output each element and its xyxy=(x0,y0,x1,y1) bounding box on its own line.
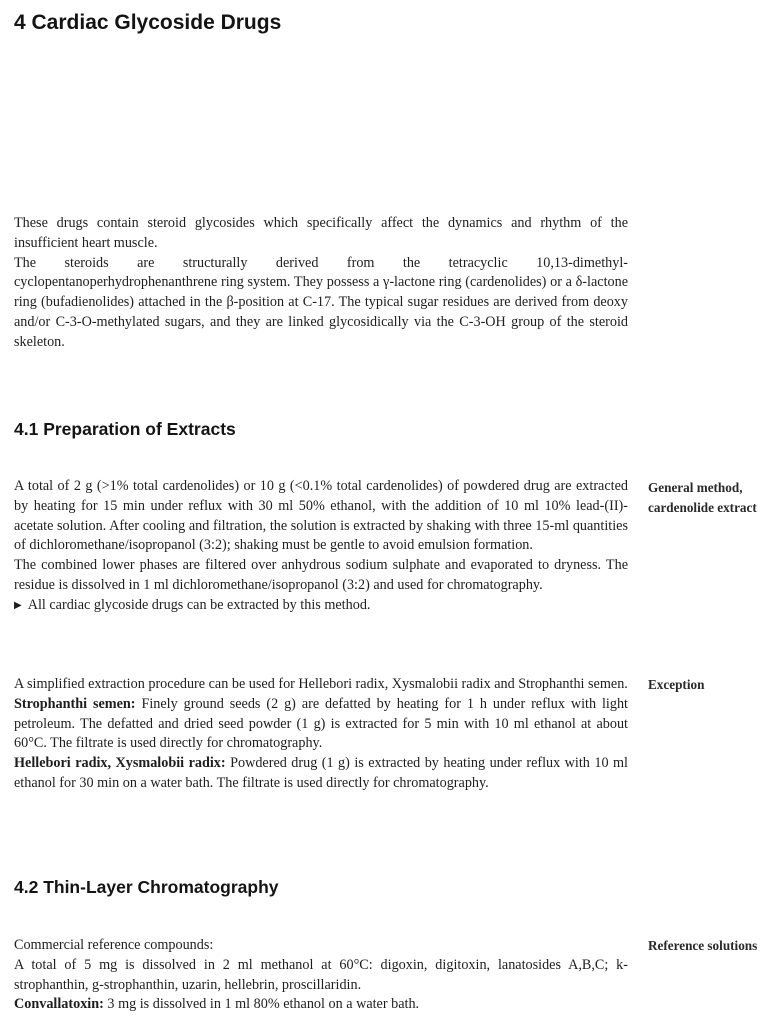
convallatoxin-paragraph xyxy=(14,995,628,1015)
general-method-text xyxy=(14,477,628,616)
margin-note-general-method: General method, cardenolide extract xyxy=(648,480,757,515)
hellebori-text: Powdered drug (1 g) is extracted by heating under reflux with 10 ml ethanol for 30 min on a water bath. The filtrate is used directly for chromatography. xyxy=(14,755,628,791)
hellebori-paragraph xyxy=(14,754,628,794)
reference-solutions-text xyxy=(14,936,628,1015)
strophanthi-label: Strophanthi semen: xyxy=(14,695,136,712)
convallatoxin-label: Convallatoxin: xyxy=(14,996,104,1013)
margin-note-reference-solutions: Reference solutions xyxy=(648,938,758,953)
chapter-title: 4 Cardiac Glycoside Drugs xyxy=(14,11,282,34)
commercial-reference-line: Commercial reference compounds: xyxy=(14,937,214,953)
general-method-paragraph: A total of 2 g (>1% total cardenolides) or 10 g (<0.1% total cardenolides) of powdered drug are extracted by heating for 15 min under reflux with 30 ml 50% ethanol, with the addition of 10 ml 10% lead-(II)-acetate solution. After cooling and filtration, the solution is extracted by shaking with three 15-ml quantities of dichloromethane/isopropanol (3:2); shaking must be gentle to avoid emulsion formation. xyxy=(14,478,628,554)
bullet-note xyxy=(14,596,628,616)
bullet-note-text: All cardiac glycoside drugs can be extracted by this method. xyxy=(27,596,371,613)
intro-text xyxy=(14,214,628,353)
hellebori-label: Hellebori radix, Xysmalobii radix: xyxy=(14,755,226,772)
general-method-paragraph-2: The combined lower phases are filtered over anhydrous sodium sulphate and evaporated to dryness. The residue is dissolved in 1 ml dichloromethane/isopropanol (3:2) and used for chromatography. xyxy=(14,557,628,593)
strophanthi-text: Finely ground seeds (2 g) are defatted by heating for 1 h under reflux with light petroleum. The defatted and dried seed powder (1 g) is extracted for 5 min with 10 ml ethanol at about 60°C. The filtrate is used directly for chromatography. xyxy=(14,695,629,752)
margin-note-exception: Exception xyxy=(648,677,705,692)
simplified-procedure-paragraph: A simplified extraction procedure can be used for Hellebori radix, Xysmalobii radix and Strophanthi semen. xyxy=(14,676,628,692)
convallatoxin-text: 3 mg is dissolved in 1 ml 80% ethanol on a water bath. xyxy=(107,996,420,1013)
reference-compounds-paragraph: A total of 5 mg is dissolved in 2 ml methanol at 60°C: digoxin, digitoxin, lanatosides A,B,C; k-strophanthin, g-strophanthin, uzarin, hellebrin, proscillaridin. xyxy=(14,956,628,993)
strophanthi-paragraph xyxy=(14,695,628,754)
intro-paragraph-2: The steroids are structurally derived from the tetracyclic 10,13-dimethyl-cyclopentanoperhydrophenanthrene ring system. They possess a γ-lactone ring (cardenolides) or a δ-lactone ring (bufadienolides) attached in the β-position at C-17. The typical sugar residues are derived from deoxy and/or C-3-O-methylated sugars, and they are linked glycosidically via the C-3-OH group of the steroid skeleton. xyxy=(14,254,628,350)
exception-text xyxy=(14,675,628,794)
section-heading-tlc: 4.2 Thin-Layer Chromatography xyxy=(14,877,279,897)
intro-paragraph-1: These drugs contain steroid glycosides which specifically affect the dynamics and rhythm of the insufficient heart muscle. xyxy=(14,215,628,251)
section-heading-preparation: 4.1 Preparation of Extracts xyxy=(14,419,236,439)
triangle-bullet-icon: ▶ xyxy=(14,599,22,611)
